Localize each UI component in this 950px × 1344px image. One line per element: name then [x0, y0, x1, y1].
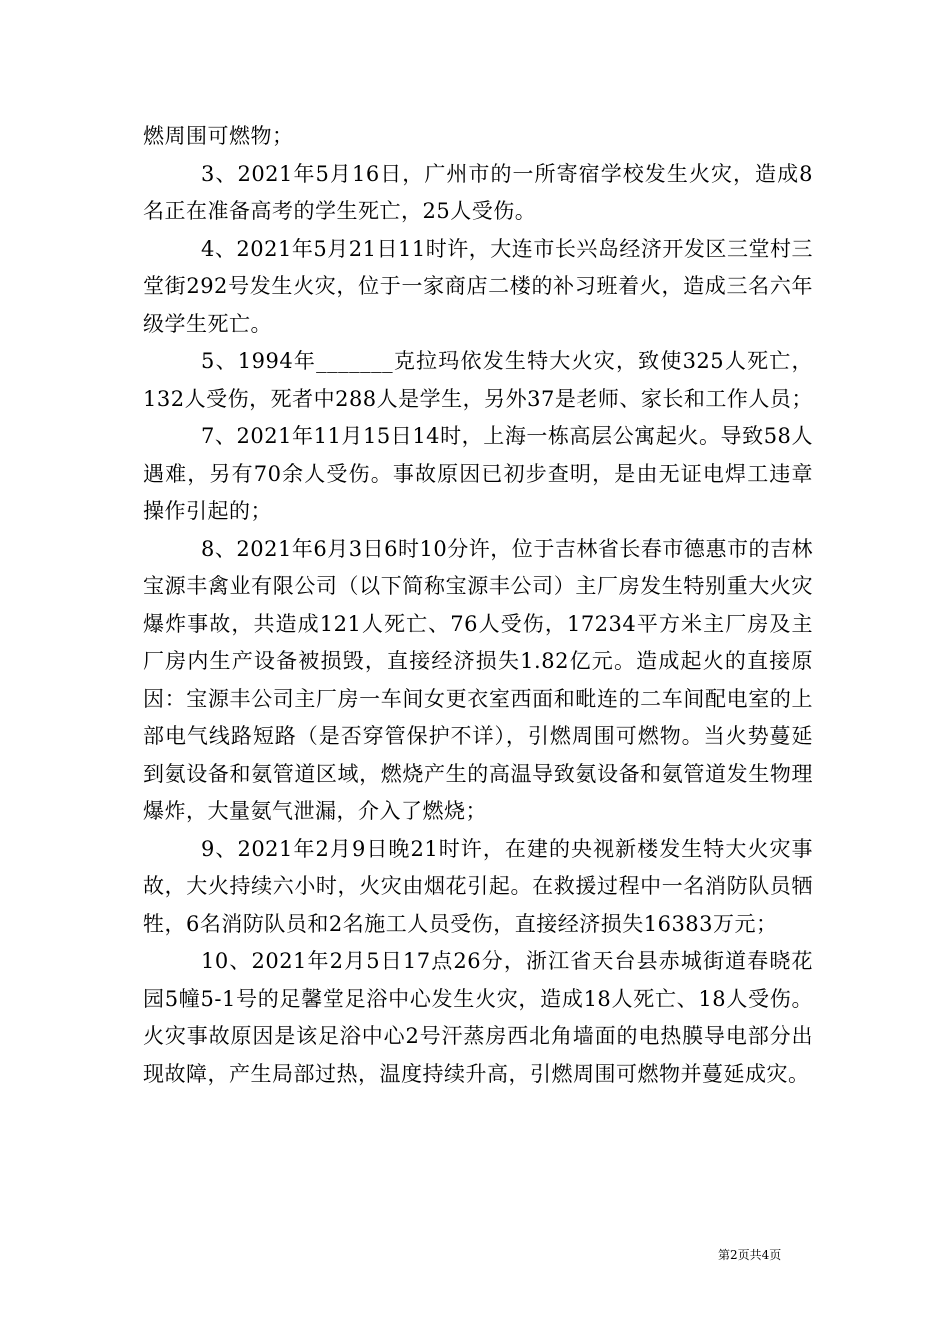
paragraph-item-3: 3、2021年5月16日，广州市的一所寄宿学校发生火灾，造成8名正在准备高考的学生死亡，25人受伤。 [143, 161, 813, 223]
page-number-footer: 第2页共4页 [718, 1248, 782, 1262]
paragraph-continuation: 燃周围可燃物； [143, 124, 294, 148]
paragraph-item-10: 10、2021年2月5日17点26分，浙江省天台县赤城街道春晓花园5幢5-1号的足馨堂足浴中心发生火灾，造成18人死亡、18人受伤。火灾事故原因是该足浴中心2号汗蒸房西北角墙面的电热膜导电部分出现故障，产生局部过热，温度持续升高，引燃周围可燃物并蔓延成灾。 [143, 949, 813, 1086]
paragraph-item-4: 4、2021年5月21日11时许，大连市长兴岛经济开发区三堂村三堂街292号发生火灾，位于一家商店二楼的补习班着火，造成三名六年级学生死亡。 [143, 236, 813, 336]
paragraph-item-7: 7、2021年11月15日14时，上海一栋高层公寓起火。导致58人遇难，另有70余人受伤。事故原因已初步查明，是由无证电焊工违章操作引起的； [143, 424, 813, 523]
paragraph-item-5: 5、1994年_______克拉玛依发生特大火灾，致使325人死亡，132人受伤，死者中288人是学生，另外37是老师、家长和工作人员； [143, 349, 813, 411]
document-body [143, 118, 813, 1093]
paragraph-item-8: 8、2021年6月3日6时10分许，位于吉林省长春市德惠市的吉林宝源丰禽业有限公司（以下简称宝源丰公司）主厂房发生特别重大火灾爆炸事故，共造成121人死亡、76人受伤，17234平方米主厂房及主厂房内生产设备被损毁，直接经济损失1.82亿元。造成起火的直接原因：宝源丰公司主厂房一车间女更衣室西面和毗连的二车间配电室的上部电气线路短路（是否穿管保护不详），引燃周围可燃物。当火势蔓延到氨设备和氨管道区域，燃烧产生的高温导致氨设备和氨管道发生物理爆炸，大量氨气泄漏，介入了燃烧； [143, 536, 813, 823]
paragraph-item-9: 9、2021年2月9日晚21时许，在建的央视新楼发生特大火灾事故，大火持续六小时，火灾由烟花引起。在救援过程中一名消防队员牺牲，6名消防队员和2名施工人员受伤，直接经济损失16383万元； [143, 836, 813, 936]
